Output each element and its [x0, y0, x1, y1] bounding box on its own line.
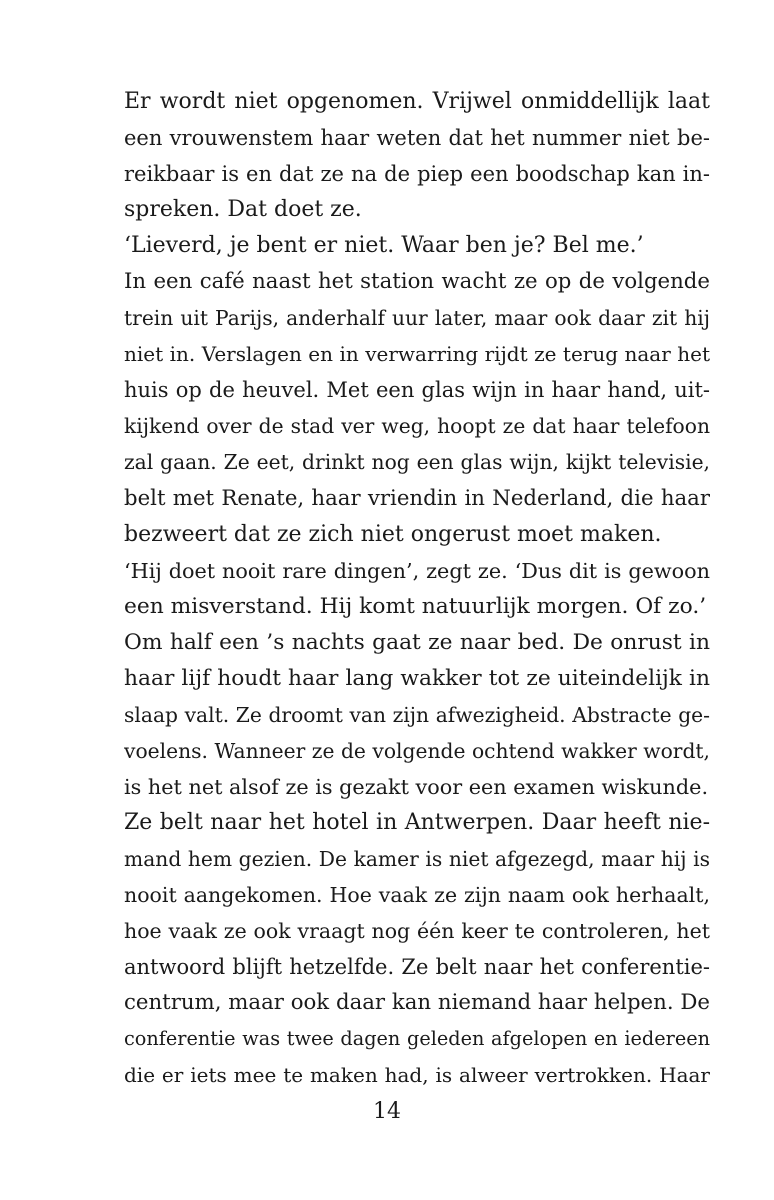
- text-line: is het net alsof ze is gezakt voor een examen wiskunde.: [124, 774, 709, 799]
- text-line: ‘Lieverd, je bent er niet. Waar ben je? Bel me.’: [124, 233, 644, 259]
- text-line: hoe vaak ze ook vraagt nog één keer te controleren, het: [124, 919, 710, 944]
- text-line: belt met Renate, haar vriendin in Nederland, die haar: [124, 485, 710, 511]
- body-text: [124, 84, 710, 1093]
- text-line: trein uit Parijs, anderhalf uur later, maar ook daar zit hij: [124, 306, 710, 331]
- text-line: een vrouwenstem haar weten dat het nummer niet be-: [124, 126, 710, 151]
- text-line: ‘Hij doet nooit rare dingen’, zegt ze. ‘Dus dit is gewoon: [124, 558, 710, 583]
- text-line: die er iets mee te maken had, is alweer vertrokken. Haar: [124, 1063, 710, 1088]
- page-number: 14: [373, 1099, 401, 1124]
- text-line: zal gaan. Ze eet, drinkt nog een glas wijn, kijkt televisie,: [124, 450, 710, 475]
- text-line: conferentie was twee dagen geleden afgelopen en iedereen: [124, 1027, 710, 1051]
- text-line: kijkend over de stad ver weg, hoopt ze dat haar telefoon: [124, 414, 710, 439]
- text-line: Ze belt naar het hotel in Antwerpen. Daar heeft nie-: [124, 809, 710, 835]
- text-line: antwoord blijft hetzelfde. Ze belt naar het conferentie-: [124, 955, 710, 980]
- text-line: haar lijf houdt haar lang wakker tot ze uiteindelijk in: [124, 665, 710, 691]
- text-line: voelens. Wanneer ze de volgende ochtend wakker wordt,: [124, 738, 710, 763]
- text-line: bezweert dat ze zich niet ongerust moet maken.: [124, 521, 662, 547]
- text-line: huis op de heuvel. Met een glas wijn in haar hand, uit-: [124, 378, 710, 403]
- text-line: Er wordt niet opgenomen. Vrijwel onmiddellijk laat: [124, 89, 710, 114]
- text-line: reikbaar is en dat ze na de piep een boodschap kan in-: [124, 162, 710, 187]
- text-line: In een café naast het station wacht ze op de volgende: [124, 269, 710, 295]
- text-line: slaap valt. Ze droomt van zijn afwezigheid. Abstracte ge-: [124, 702, 710, 727]
- text-line: nooit aangekomen. Hoe vaak ze zijn naam ook herhaalt,: [124, 883, 710, 908]
- text-line: niet in. Verslagen en in verwarring rijdt ze terug naar het: [124, 342, 710, 367]
- text-line: mand hem gezien. De kamer is niet afgezegd, maar hij is: [124, 846, 710, 871]
- text-line: Om half een ’s nachts gaat ze naar bed. De onrust in: [124, 629, 710, 655]
- text-line: centrum, maar ook daar kan niemand haar helpen. De: [124, 990, 710, 1016]
- text-line: spreken. Dat doet ze.: [124, 197, 362, 223]
- text-line: een misverstand. Hij komt natuurlijk morgen. Of zo.’: [124, 593, 707, 619]
